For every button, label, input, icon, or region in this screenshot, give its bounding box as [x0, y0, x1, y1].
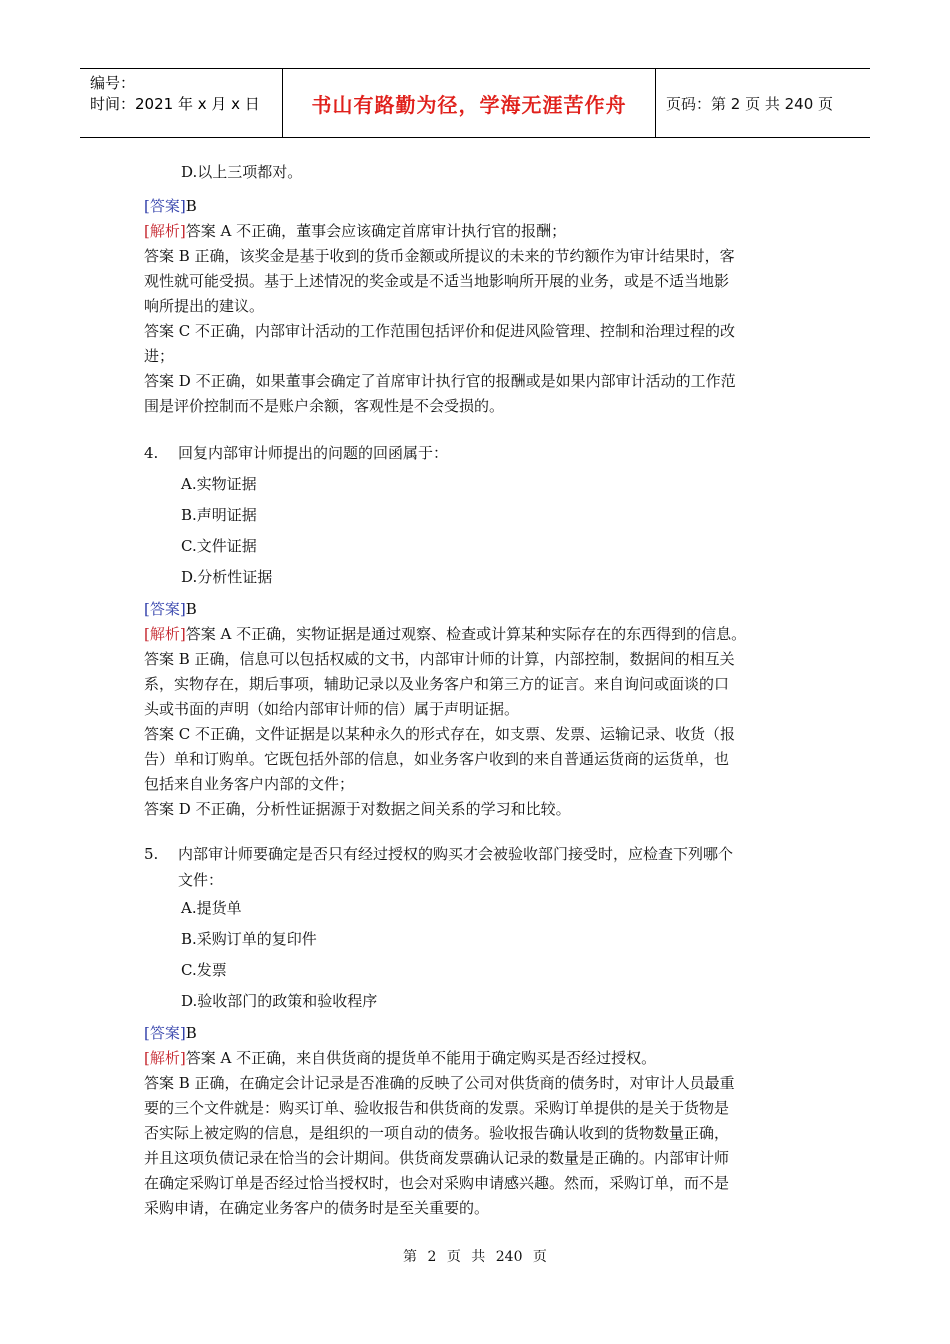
analysis-line: 并且这项负债记录在恰当的会计期间。供货商发票确认记录的数量是正确的。内部审计师	[144, 1149, 730, 1167]
analysis-line: 答案 D 不正确，如果董事会确定了首席审计执行官的报酬或是如果内部审计活动的工作范	[144, 372, 736, 390]
analysis-text: 答案 A 不正确，董事会应该确定首席审计执行官的报酬；	[185, 222, 567, 240]
time-label: 时间：2021 年 x 月 x 日	[90, 95, 260, 113]
question-text: 内部审计师要确定是否只有经过授权的购买才会被验收部门接受时，应检查下列哪个	[178, 845, 734, 863]
question-5	[144, 840, 804, 868]
header-meta	[80, 69, 283, 137]
analysis-tag: [解析]	[144, 222, 186, 240]
option-a: A.实物证据	[181, 475, 257, 493]
question-4	[144, 437, 804, 469]
analysis-line: 答案 C 不正确，内部审计活动的工作范围包括评价和促进风险管理、控制和治理过程的改	[144, 322, 736, 340]
answer-value: B	[185, 1024, 197, 1042]
analysis-line: 进；	[144, 347, 175, 365]
serial-label: 编号：	[90, 74, 136, 92]
answer-line	[144, 194, 804, 219]
question-text-continued: 文件：	[178, 871, 224, 889]
analysis-line: 否实际上被定购的信息，是组织的一项自动的债务。验收报告确认收到的货物数量正确，	[144, 1124, 730, 1142]
option-c: C.文件证据	[181, 537, 257, 555]
answer-value: B	[185, 197, 197, 215]
analysis-line: 告）单和订购单。它既包括外部的信息，如业务客户收到的来自普通运货商的运货单，也	[144, 750, 730, 768]
option-d: D.验收部门的政策和验收程序	[181, 992, 378, 1010]
analysis-line: 包括来自业务客户内部的文件；	[144, 775, 355, 793]
option-c: C.发票	[181, 961, 227, 979]
option-b: B.采购订单的复印件	[181, 930, 317, 948]
answer-tag: [答案]	[144, 1024, 186, 1042]
analysis-line: 答案 B 正确，该奖金是基于收到的货币金额或所提议的未来的节约额作为审计结果时，客	[144, 247, 735, 265]
spacer	[144, 822, 804, 840]
analysis-tag: [解析]	[144, 1049, 186, 1067]
answer-value: B	[185, 600, 197, 618]
analysis-line: 答案 C 不正确，文件证据是以某种永久的形式存在，如支票、发票、运输记录、收货（报	[144, 725, 736, 743]
analysis-line: 答案 B 正确，信息可以包括权威的文书，内部审计师的计算，内部控制，数据间的相互关	[144, 650, 735, 668]
document-body	[144, 157, 804, 1221]
analysis-text: 答案 A 不正确，来自供货商的提货单不能用于确定购买是否经过授权。	[185, 1049, 657, 1067]
analysis-line: 响所提出的建议。	[144, 297, 265, 315]
analysis-line: 在确定采购订单是否经过恰当授权时，也会对采购申请感兴趣。然而，采购订单，而不是	[144, 1174, 730, 1192]
header-motto: 书山有路勤为径，学海无涯苦作舟	[311, 92, 627, 117]
analysis-line: 观性就可能受损。基于上述情况的奖金或是不适当地影响所开展的业务，或是不适当地影	[144, 272, 730, 290]
analysis-line	[144, 219, 804, 244]
answer-line	[144, 1021, 804, 1046]
analysis-line: 系，实物存在，期后事项，辅助记录以及业务客户和第三方的证言。来自询问或面谈的口	[144, 675, 730, 693]
option-b: B.声明证据	[181, 506, 257, 524]
page-header	[80, 68, 870, 138]
analysis-line: 答案 B 正确，在确定会计记录是否准确的反映了公司对供货商的债务时，对审计人员最重	[144, 1074, 735, 1092]
analysis-line: 答案 D 不正确，分析性证据源于对数据之间关系的学习和比较。	[144, 800, 571, 818]
option-d: D.以上三项都对。	[181, 163, 303, 181]
analysis-line: 围是评价控制而不是账户余额，客观性是不会受损的。	[144, 397, 505, 415]
page-footer: 第 2 页 共 240 页	[403, 1249, 547, 1265]
analysis-line: 采购申请，在确定业务客户的债务时是至关重要的。	[144, 1199, 490, 1217]
analysis-line	[144, 1046, 804, 1071]
option-a: A.提货单	[181, 899, 242, 917]
answer-line	[144, 597, 804, 622]
analysis-text: 答案 A 不正确，实物证据是通过观察、检查或计算某种实际存在的东西得到的信息。	[185, 625, 747, 643]
option-d: D.分析性证据	[181, 568, 273, 586]
question-number: 4.	[144, 444, 159, 462]
answer-tag: [答案]	[144, 197, 186, 215]
spacer	[144, 419, 804, 437]
question-text: 回复内部审计师提出的问题的回函属于：	[178, 444, 449, 462]
analysis-tag: [解析]	[144, 625, 186, 643]
analysis-line: 要的三个文件就是：购买订单、验收报告和供货商的发票。采购订单提供的是关于货物是	[144, 1099, 730, 1117]
analysis-line: 头或书面的声明（如给内部审计师的信）属于声明证据。	[144, 700, 520, 718]
question-number: 5.	[144, 845, 159, 863]
analysis-line	[144, 622, 804, 647]
answer-tag: [答案]	[144, 600, 186, 618]
header-page-info: 页码：第 2 页 共 240 页	[666, 94, 834, 113]
header-motto-cell	[283, 69, 656, 137]
